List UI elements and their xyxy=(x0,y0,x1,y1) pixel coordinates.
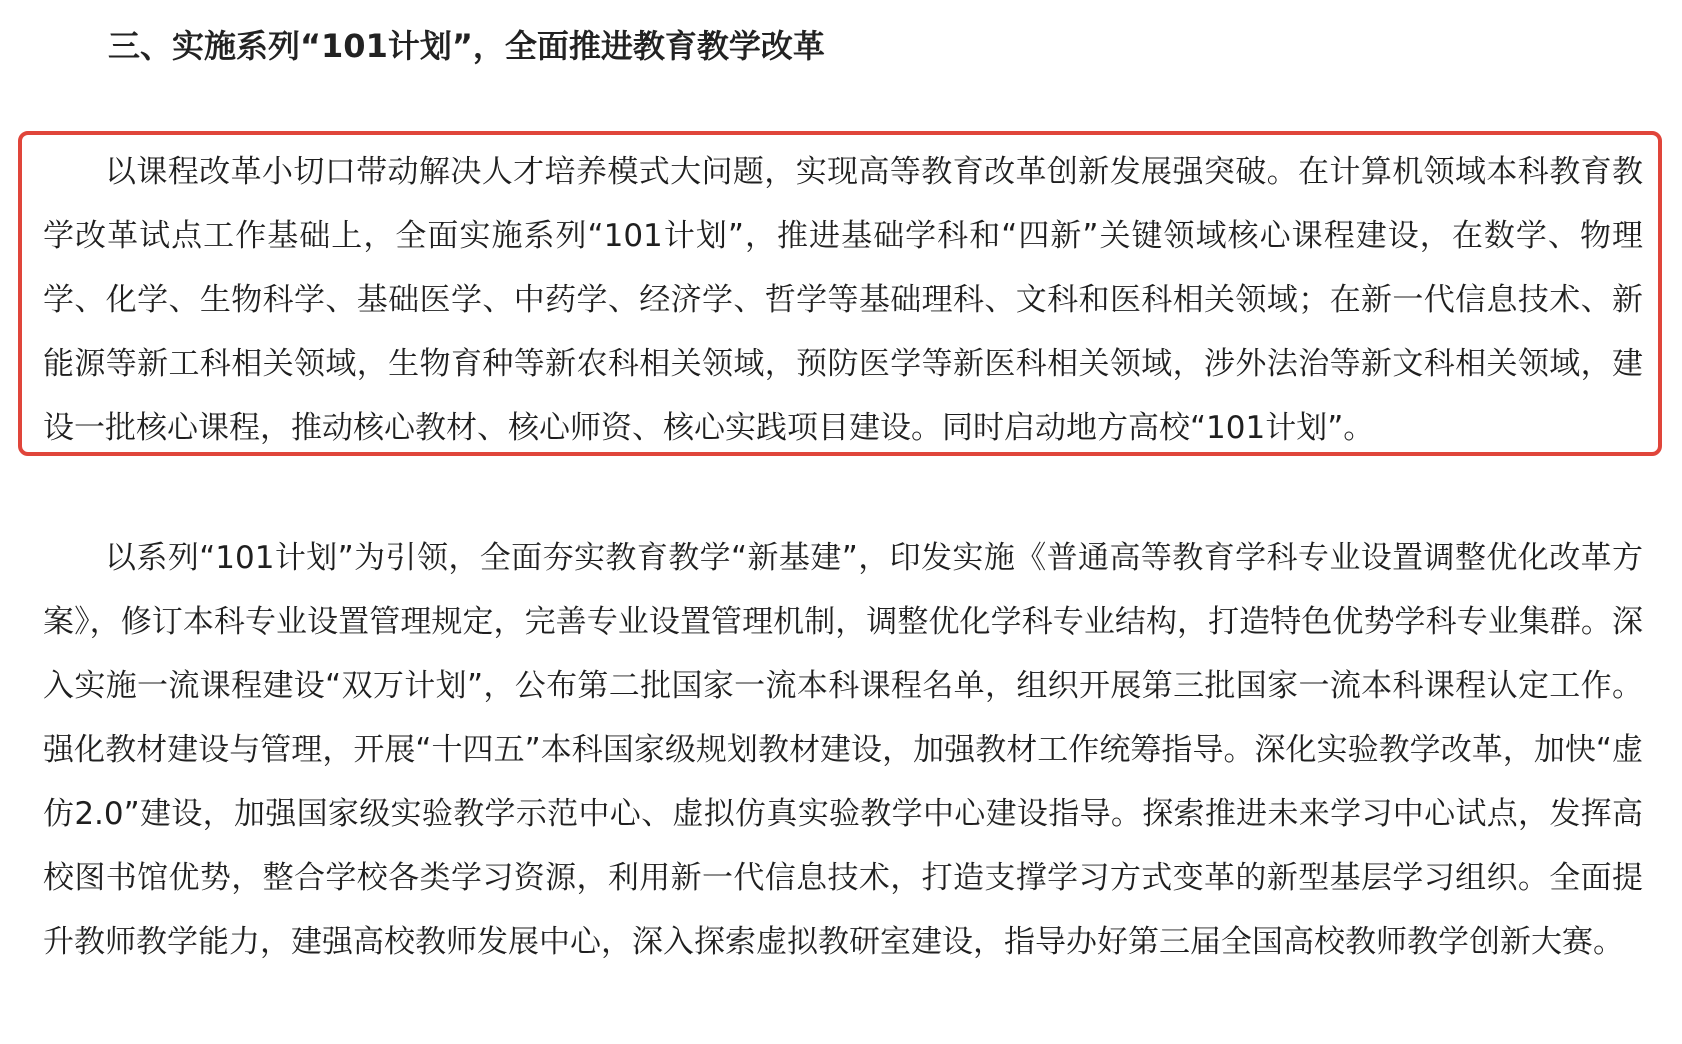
section-heading: 三、实施系列“101计划”，全面推进教育教学改革 xyxy=(108,27,825,65)
paragraph-infrastructure: 以系列“101计划”为引领，全面夯实教育教学“新基建”，印发实施《普通高等教育学科专业设置调整优化改革方案》，修订本科专业设置管理规定，完善专业设置管理机制，调整优化学科专业结构，打造特色优势学科专业集群。深入实施一流课程建设“双万计划”，公布第二批国家一流本科课程名单，组织开展第三批国家一流本科课程认定工作。强化教材建设与管理，开展“十四五”本科国家级规划教材建设，加强教材工作统筹指导。深化实验教学改革，加快“虚仿2.0”建设，加强国家级实验教学示范中心、虚拟仿真实验教学中心建设指导。探索推进未来学习中心试点，发挥高校图书馆优势，整合学校各类学习资源，利用新一代信息技术，打造支撑学习方式变革的新型基层学习组织。全面提升教师教学能力，建强高校教师发展中心，深入探索虚拟教研室建设，指导办好第三届全国高校教师教学创新大赛。 xyxy=(43,540,1643,960)
highlight-box xyxy=(18,131,1662,456)
paragraph-course-reform: 以课程改革小切口带动解决人才培养模式大问题，实现高等教育改革创新发展强突破。在计算机领域本科教育教学改革试点工作基础上，全面实施系列“101计划”，推进基础学科和“四新”关键领域核心课程建设，在数学、物理学、化学、生物科学、基础医学、中药学、经济学、哲学等基础理科、文科和医科相关领域；在新一代信息技术、新能源等新工科相关领域，生物育种等新农科相关领域，预防医学等新医科相关领域，涉外法治等新文科相关领域，建设一批核心课程，推动核心教材、核心师资、核心实践项目建设。同时启动地方高校“101计划”。 xyxy=(43,154,1643,446)
